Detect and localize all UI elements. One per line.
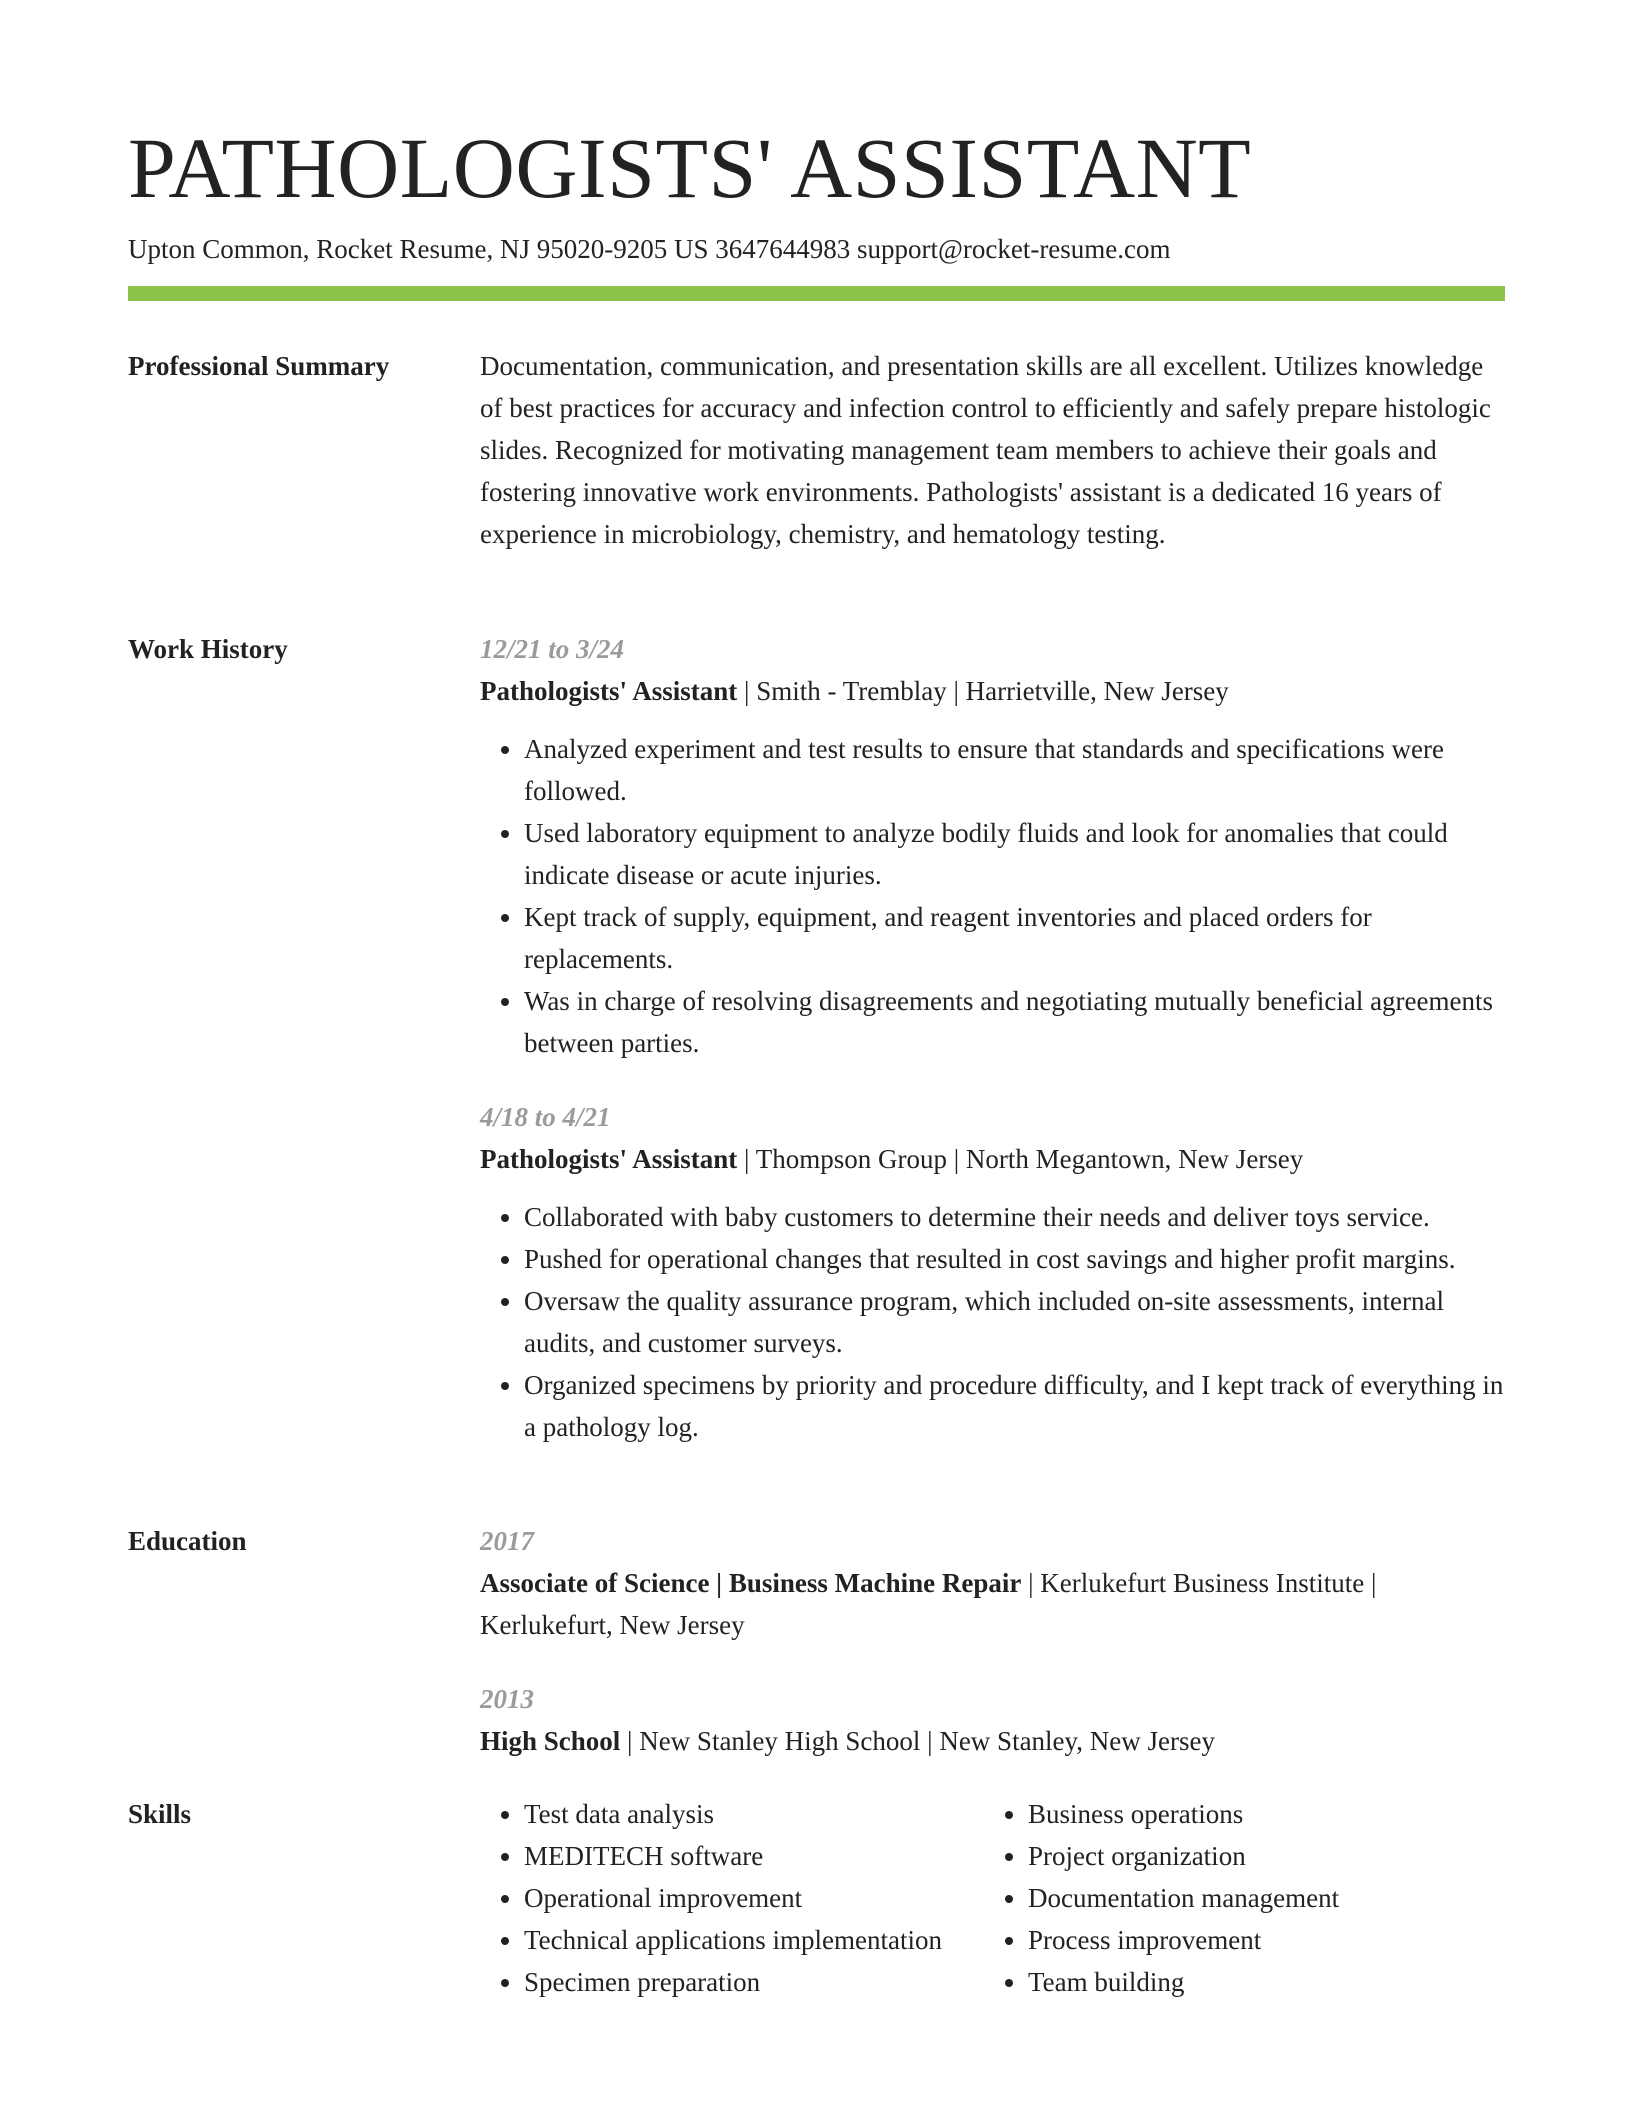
education-label: Education (128, 1526, 247, 1556)
skills-label: Skills (128, 1799, 192, 1829)
education-content (480, 1520, 1505, 1794)
job-bullet: • Organized specimens by priority and procedure difficulty, and I kept track of everything in a pathology log. (524, 1364, 1505, 1448)
contact-email: support@rocket-resume.com (857, 234, 1171, 264)
education-details: | New Stanley High School | New Stanley, New Jersey (620, 1726, 1215, 1756)
skills-list-left (480, 1793, 984, 2003)
job-bullet: • Oversaw the quality assurance program, which included on-site assessments, internal audits, and customer surveys. (524, 1280, 1505, 1364)
summary-content (480, 345, 1505, 555)
job-title: Pathologists' Assistant (480, 676, 738, 706)
job-bullet: • Was in charge of resolving disagreements and negotiating mutually beneficial agreements between parties. (524, 980, 1505, 1064)
job-bullet: • Pushed for operational changes that resulted in cost savings and higher profit margins. (524, 1238, 1505, 1280)
skill-item: • Test data analysis (524, 1793, 984, 1835)
contact-phone: 3647644983 (715, 234, 851, 264)
job-bullet: • Kept track of supply, equipment, and reagent inventories and placed orders for replacements. (524, 896, 1505, 980)
job-heading (480, 1138, 1505, 1180)
job-bullets (480, 728, 1505, 1064)
skill-item: • Project organization (1028, 1835, 1488, 1877)
contact-address: Upton Common, Rocket Resume, NJ 95020-9205 US (128, 234, 709, 264)
education-heading (480, 1562, 1505, 1646)
skills-columns (480, 1793, 1505, 2003)
job-entry (480, 1096, 1505, 1448)
job-bullet: • Collaborated with baby customers to determine their needs and deliver toys service. (524, 1196, 1505, 1238)
accent-divider (128, 286, 1505, 301)
skill-item: • Operational improvement (524, 1877, 984, 1919)
job-bullet: • Used laboratory equipment to analyze bodily fluids and look for anomalies that could indicate disease or acute injuries. (524, 812, 1505, 896)
job-details: | Smith - Tremblay | Harrietville, New Jersey (737, 676, 1229, 706)
skill-item: • Technical applications implementation (524, 1919, 984, 1961)
job-details: | Thompson Group | North Megantown, New Jersey (737, 1144, 1304, 1174)
job-entry (480, 628, 1505, 1064)
job-dates: 12/21 to 3/24 (480, 634, 625, 664)
education-entry (480, 1520, 1505, 1646)
job-bullet: • Analyzed experiment and test results to ensure that standards and specifications were followed. (524, 728, 1505, 812)
resume-title: PATHOLOGISTS' ASSISTANT (128, 120, 1252, 216)
education-year: 2017 (480, 1526, 534, 1556)
skills-list-right (984, 1793, 1488, 2003)
skills-content (480, 1793, 1505, 2003)
education-entry (480, 1678, 1505, 1762)
skill-item: • Team building (1028, 1961, 1488, 2003)
job-heading (480, 670, 1505, 712)
education-degree: Associate of Science | Business Machine Repair (480, 1568, 1022, 1598)
skill-item: • Specimen preparation (524, 1961, 984, 2003)
education-details: | Kerlukefurt Business Institute | Kerlukefurt, New Jersey (480, 1568, 1377, 1640)
education-year: 2013 (480, 1684, 534, 1714)
education-heading (480, 1720, 1505, 1762)
job-title: Pathologists' Assistant (480, 1144, 738, 1174)
job-bullets (480, 1196, 1505, 1448)
skill-item: • Business operations (1028, 1793, 1488, 1835)
skill-item: • MEDITECH software (524, 1835, 984, 1877)
contact-line (128, 231, 1171, 267)
skill-item: • Process improvement (1028, 1919, 1488, 1961)
summary-label: Professional Summary (128, 351, 390, 381)
work-history-label: Work History (128, 634, 288, 664)
work-history-content (480, 628, 1505, 1480)
skill-item: • Documentation management (1028, 1877, 1488, 1919)
education-degree: High School (480, 1726, 621, 1756)
job-dates: 4/18 to 4/21 (480, 1102, 611, 1132)
summary-text: Documentation, communication, and presentation skills are all excellent. Utilizes knowledge of best practices for accuracy and infection control to efficiently and safely prepare histologic slides. Recognized for motivating management team members to achieve their goals and fostering innovative work environments. Pathologists' assistant is a dedicated 16 years of experience in microbiology, chemistry, and hematology testing. (480, 351, 1491, 549)
